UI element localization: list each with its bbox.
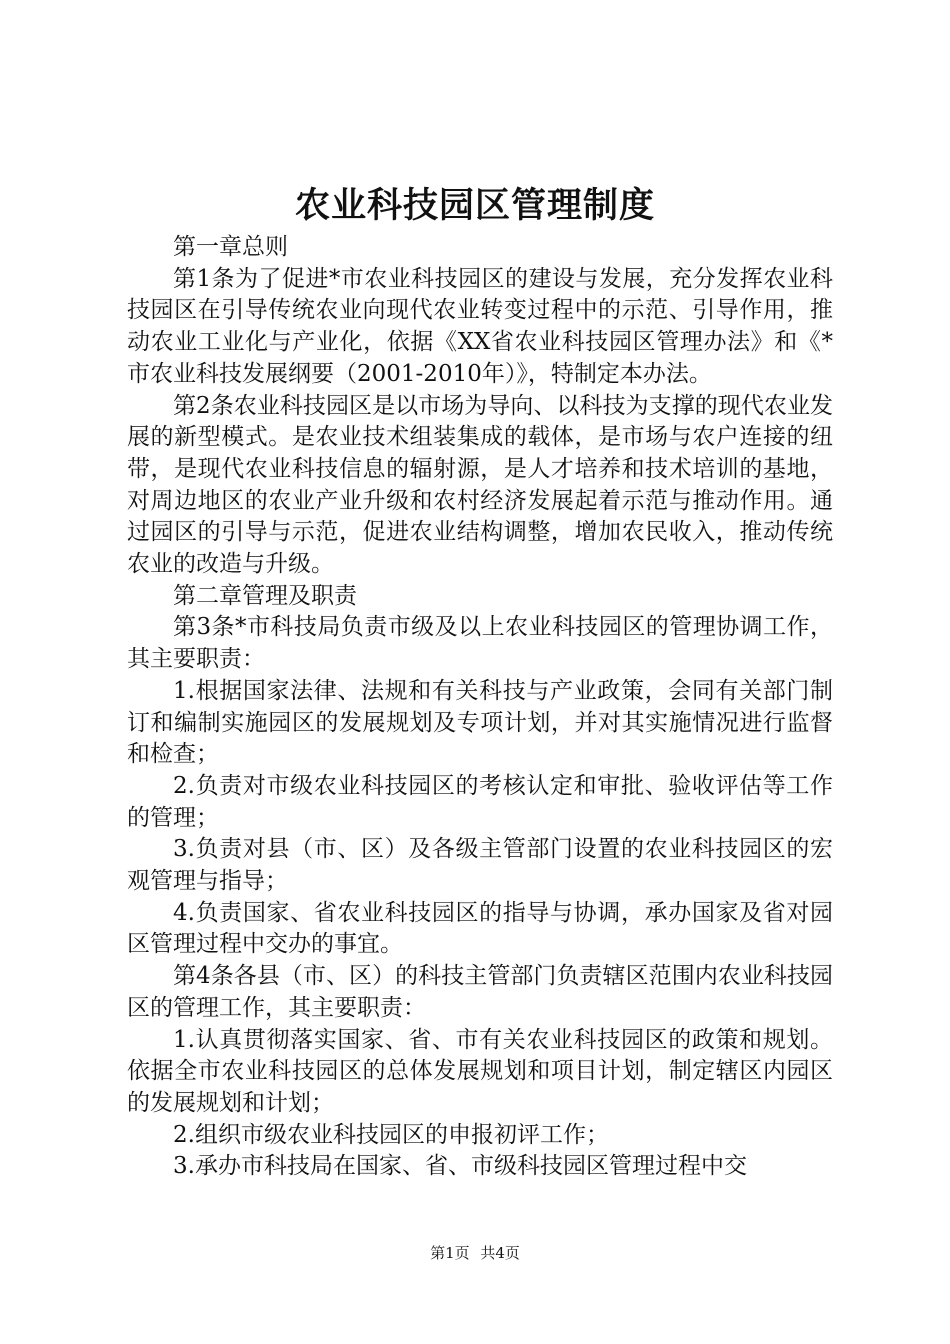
page-number: 第1页 — [430, 1244, 470, 1262]
paragraph: 第4条各县（市、区）的科技主管部门负责辖区范围内农业科技园区的管理工作，其主要职责： — [127, 963, 833, 1021]
list-item: 2.负责对市级农业科技园区的考核认定和审批、验收评估等工作的管理； — [127, 772, 833, 831]
document-title: 农业科技园区管理制度 — [294, 186, 655, 226]
document-body — [127, 232, 833, 1183]
list-item: 1.认真贯彻落实国家、省、市有关农业科技园区的政策和规划。依据全市农业科技园区的总体发展规划和项目计划，制定辖区内园区的发展规划和计划； — [127, 1026, 833, 1116]
list-item: 2.组织市级农业科技园区的申报初评工作； — [173, 1121, 609, 1148]
paragraph: 第1条为了促进*市农业科技园区的建设与发展，充分发挥农业科技园区在引导传统农业向现代农业转变过程中的示范、引导作用，推动农业工业化与产业化，依据《XX省农业科技园区管理办法》和《*市农业科技发展纲要（2001-2010年）》，特制定本办法。 — [127, 265, 833, 387]
list-item: 4.负责国家、省农业科技园区的指导与协调，承办国家及省对园区管理过程中交办的事宜。 — [127, 899, 833, 958]
page-total: 共4页 — [480, 1244, 520, 1262]
paragraph: 第3条*市科技局负责市级及以上农业科技园区的管理协调工作，其主要职责： — [127, 614, 833, 673]
page-footer — [0, 1243, 950, 1263]
paragraph: 第2条农业科技园区是以市场为导向、以科技为支撑的现代农业发展的新型模式。是农业技术组装集成的载体，是市场与农户连接的纽带，是现代农业科技信息的辐射源，是人才培养和技术培训的基地，对周边地区的农业产业升级和农村经济发展起着示范与推动作用。通过园区的引导与示范，促进农业结构调整，增加农民收入，推动传统农业的改造与升级。 — [127, 392, 833, 578]
chapter-heading: 第一章总则 — [173, 234, 288, 260]
list-item: 3.负责对县（市、区）及各级主管部门设置的农业科技园区的宏观管理与指导； — [127, 836, 833, 895]
chapter-heading: 第二章管理及职责 — [173, 582, 357, 609]
list-item: 3.承办市科技局在国家、省、市级科技园区管理过程中交 — [173, 1153, 747, 1180]
list-item: 1.根据国家法律、法规和有关科技与产业政策，会同有关部门制订和编制实施园区的发展规划及专项计划，并对其实施情况进行监督和检查； — [127, 677, 833, 768]
